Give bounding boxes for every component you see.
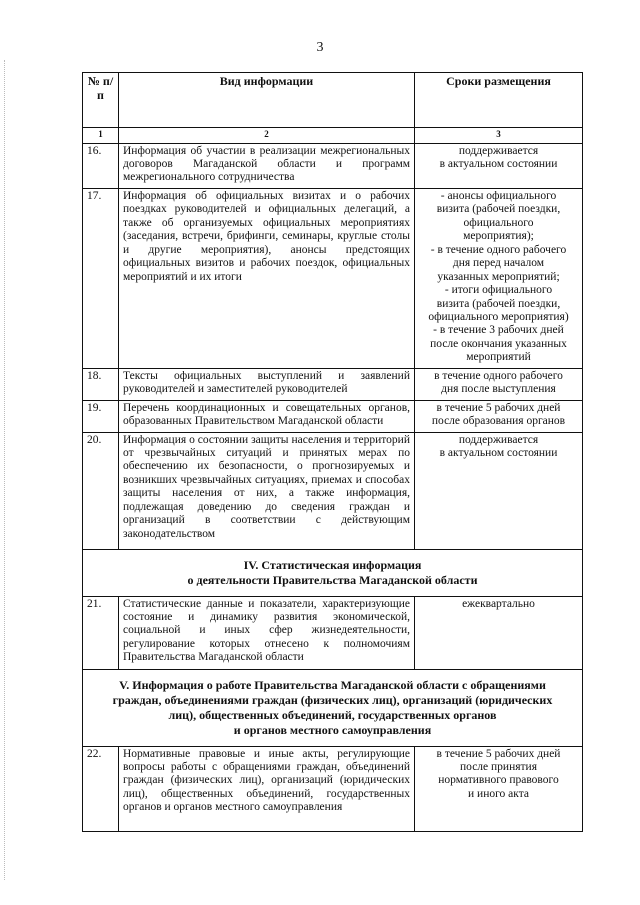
section-heading-iv (83, 549, 583, 596)
row-terms (415, 432, 583, 549)
row-number: 16. (83, 143, 119, 188)
row-terms (415, 400, 583, 432)
section-iv-subtitle: о деятельности Правительства Магаданской области (187, 572, 478, 587)
term-line: дня перед началом (452, 257, 545, 270)
term-line: в течение 5 рабочих дней (436, 747, 561, 760)
row-number: 22. (83, 746, 119, 831)
row-number: 21. (83, 596, 119, 669)
term-line: дня после выступления (441, 383, 556, 396)
term-line: указанных мероприятий; (437, 270, 560, 283)
information-table (82, 72, 583, 832)
column-number: 2 (119, 128, 415, 144)
row-number: 18. (83, 368, 119, 400)
column-number: 1 (83, 128, 119, 144)
row-description: Нормативные правовые и иные акты, регулирующие вопросы работы с обращениями граждан, объединений граждан (физических лиц), организаций (юридических лиц), общественных объединений, государственных органов и органов местного самоуправления (119, 746, 415, 831)
section-v-line: V. Информация о работе Правительства Магаданской области с обращениями (119, 677, 546, 692)
row-terms (415, 188, 583, 368)
row-number: 20. (83, 432, 119, 549)
term-line: в течение одного рабочего (434, 369, 563, 382)
term-line: поддерживается (458, 144, 539, 157)
row-description: Тексты официальных выступлений и заявлений руководителей и заместителей руководителей (119, 368, 415, 400)
section-v-line: граждан, объединениями граждан (физических лиц), организаций (юридических (112, 692, 553, 707)
section-v-line: и органов местного самоуправления (233, 722, 432, 737)
row-number: 17. (83, 188, 119, 368)
term-line: - анонсы официального (440, 189, 557, 202)
section-heading-v (83, 669, 583, 746)
term-line: нормативного правового (438, 774, 559, 787)
table-row (83, 400, 583, 432)
term-line: в течение 5 рабочих дней (436, 401, 561, 414)
margin-edge (4, 60, 11, 880)
term-line: после образования органов (431, 415, 566, 428)
header-num: № п/п (83, 73, 119, 128)
section-v-line: лиц), общественных объединений, государственных органов (168, 707, 497, 722)
table-row (83, 368, 583, 400)
term-line: в актуальном состоянии (439, 157, 558, 170)
header-type: Вид информации (119, 73, 415, 128)
term-line: визита (рабочей поездки, (436, 203, 561, 216)
row-terms (415, 596, 583, 669)
section-iv-title: IV. Статистическая информация (243, 557, 422, 572)
row-terms (415, 746, 583, 831)
column-number: 3 (415, 128, 583, 144)
header-terms: Сроки размещения (415, 73, 583, 128)
term-line: официального мероприятия) (428, 310, 569, 323)
term-line: мероприятия); (463, 230, 534, 243)
row-description: Информация о состоянии защиты населения и территорий от чрезвычайных ситуаций и принятых мерах по обеспечению их безопасности, о прогнозируемых и возникших чрезвычайных ситуациях, приемах и способах защиты населения от них, а также информация, подлежащая доведению до сведения граждан и организаций в соответствии с действующим законодательством (119, 432, 415, 549)
term-line: после принятия (460, 761, 537, 774)
term-line: после окончания указанных (430, 337, 567, 350)
table-header-row (83, 73, 583, 128)
table-row (83, 596, 583, 669)
term-line: в актуальном состоянии (439, 447, 558, 460)
table-row (83, 188, 583, 368)
term-line: - итоги официального (444, 284, 553, 297)
row-number: 19. (83, 400, 119, 432)
row-terms (415, 368, 583, 400)
term-line: визита (рабочей поездки, (436, 297, 561, 310)
row-description: Информация об участии в реализации межрегиональных договоров Магаданской области и программ межрегионального сотрудничества (119, 143, 415, 188)
column-number-row (83, 128, 583, 144)
term-line: - в течение одного рабочего (430, 243, 567, 256)
table-row (83, 432, 583, 549)
term-line: мероприятий (466, 351, 531, 364)
table-row (83, 746, 583, 831)
term-line: - в течение 3 рабочих дней (433, 324, 564, 337)
term-line: официального (463, 216, 534, 229)
page-number: 3 (316, 40, 324, 55)
row-terms (415, 143, 583, 188)
row-description: Статистические данные и показатели, характеризующие состояние и динамику развития экономической, социальной и иных сфер жизнедеятельности, регулирование которых отнесено к полномочиям Правительства Магаданской области (119, 596, 415, 669)
term-line: ежеквартально (462, 597, 535, 610)
term-line: поддерживается (458, 433, 539, 446)
term-line: и иного акта (468, 787, 529, 800)
row-description: Информация об официальных визитах и о рабочих поездках руководителей и официальных делегаций, а также об организуемых официальных мероприятиях (заседания, встречи, брифинги, семинары, круглые столы и другие мероприятия), анонсы предстоящих официальных визитов и рабочих поездок, официальных мероприятий и их итоги (119, 188, 415, 368)
row-description: Перечень координационных и совещательных органов, образованных Правительством Магаданской области (119, 400, 415, 432)
table-row (83, 143, 583, 188)
